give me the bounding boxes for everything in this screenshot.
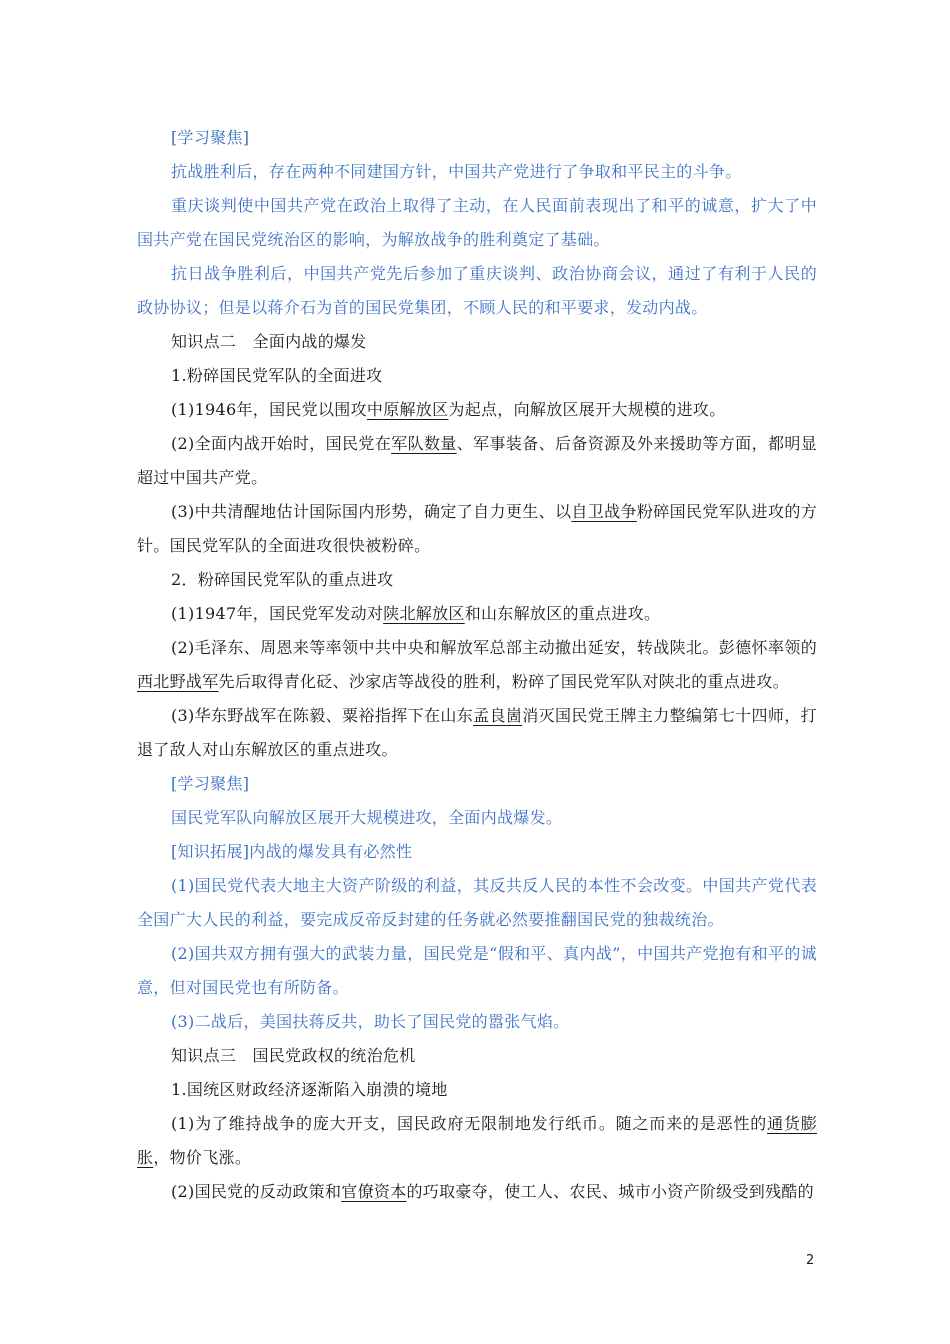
document-body <box>137 121 817 1209</box>
text-segment: 消灭国民党王牌主力整编第七十四师，打退了敌人对山东解放区的重点进攻。 <box>137 706 817 759</box>
text-segment: 抗战胜利后，存在两种不同建国方针，中国共产党进行了争取和平民主的斗争。 <box>171 162 742 181</box>
text-segment: (3)中共清醒地估计国际国内形势，确定了自力更生、以 <box>171 502 572 521</box>
underlined-term: 军队数量 <box>391 434 457 453</box>
text-segment: (1)国民党代表大地主大资产阶级的利益，其反共反人民的本性不会改变。中国共产党代表全国广大人民的利益，要完成反帝反封建的任务就必然要推翻国民党的独裁统治。 <box>137 876 817 929</box>
underlined-term: 中原解放区 <box>366 400 449 419</box>
paragraph <box>137 563 817 597</box>
paragraph <box>137 801 817 835</box>
paragraph <box>137 189 817 257</box>
page-number: 2 <box>806 1253 815 1268</box>
underlined-term: 通货膨胀 <box>137 1114 818 1167</box>
text-segment: 国民党军队向解放区展开大规模进攻，全面内战爆发。 <box>171 808 563 827</box>
underlined-term: 自卫战争 <box>571 502 637 521</box>
text-segment: 的巧取豪夺，使工人、农民、城市小资产阶级受到残酷的 <box>406 1182 814 1201</box>
text-segment: ，物价飞涨。 <box>153 1148 252 1167</box>
text-segment: (2)毛泽东、周恩来等率领中共中央和解放军总部主动撤出延安，转战陕北。彭德怀率领的 <box>171 638 817 657</box>
text-segment: [学习聚焦] <box>171 774 250 793</box>
text-segment: (1)为了维持战争的庞大开支，国民政府无限制地发行纸币。随之而来的是恶性的 <box>171 1114 768 1133</box>
text-segment: 1.国统区财政经济逐渐陷入崩溃的境地 <box>171 1080 448 1099</box>
text-segment: (1)1947年，国民党军发动对 <box>171 604 384 623</box>
paragraph <box>137 495 817 563</box>
paragraph <box>137 1175 817 1209</box>
text-segment: (1)1946年，国民党以围攻 <box>171 400 367 419</box>
paragraph <box>137 325 817 359</box>
paragraph <box>137 767 817 801</box>
paragraph <box>137 699 817 767</box>
paragraph <box>137 1039 817 1073</box>
underlined-term: 官僚资本 <box>341 1182 407 1201</box>
text-segment: (3)二战后，美国扶蒋反共，助长了国民党的嚣张气焰。 <box>171 1012 570 1031</box>
text-segment: (2)全面内战开始时，国民党在 <box>171 434 392 453</box>
paragraph <box>137 937 817 1005</box>
text-segment: [知识拓展]内战的爆发具有必然性 <box>171 842 413 861</box>
text-segment: [学习聚焦] <box>171 128 250 147</box>
text-segment: 2．粉碎国民党军队的重点进攻 <box>171 570 394 589</box>
text-segment: 粉碎国民党军队进攻的方针。国民党军队的全面进攻很快被粉碎。 <box>137 502 818 555</box>
underlined-term: 陕北解放区 <box>383 604 465 623</box>
text-segment: 知识点二 全面内战的爆发 <box>171 332 367 351</box>
paragraph <box>137 869 817 937</box>
text-segment: 为起点，向解放区展开大规模的进攻。 <box>448 400 726 419</box>
text-segment: 抗日战争胜利后，中国共产党先后参加了重庆谈判、政治协商会议，通过了有利于人民的政协协议；但是以蒋介石为首的国民党集团，不顾人民的和平要求，发动内战。 <box>137 264 817 317</box>
paragraph <box>137 1107 817 1175</box>
paragraph <box>137 257 817 325</box>
paragraph <box>137 427 817 495</box>
text-segment: 和山东解放区的重点进攻。 <box>464 604 661 623</box>
paragraph <box>137 1073 817 1107</box>
text-segment: 、军事装备、后备资源及外来援助等方面，都明显超过中国共产党。 <box>137 434 818 487</box>
text-segment: 先后取得青化砭、沙家店等战役的胜利，粉碎了国民党军队对陕北的重点进攻。 <box>218 672 790 691</box>
text-segment: 1.粉碎国民党军队的全面进攻 <box>171 366 383 385</box>
paragraph <box>137 359 817 393</box>
text-segment: (3)华东野战军在陈毅、粟裕指挥下在山东 <box>171 706 474 725</box>
paragraph <box>137 121 817 155</box>
paragraph <box>137 597 817 631</box>
paragraph <box>137 155 817 189</box>
text-segment: 知识点三 国民党政权的统治危机 <box>171 1046 416 1065</box>
text-segment: (2)国民党的反动政策和 <box>171 1182 342 1201</box>
paragraph <box>137 393 817 427</box>
underlined-term: 孟良崮 <box>473 706 523 725</box>
paragraph <box>137 1005 817 1039</box>
text-segment: 重庆谈判使中国共产党在政治上取得了主动，在人民面前表现出了和平的诚意，扩大了中国共产党在国民党统治区的影响，为解放战争的胜利奠定了基础。 <box>137 196 817 249</box>
text-segment: (2)国共双方拥有强大的武装力量，国民党是“假和平、真内战”，中国共产党抱有和平的诚意，但对国民党也有所防备。 <box>137 944 817 997</box>
underlined-term: 西北野战军 <box>137 672 219 691</box>
paragraph <box>137 631 817 699</box>
paragraph <box>137 835 817 869</box>
